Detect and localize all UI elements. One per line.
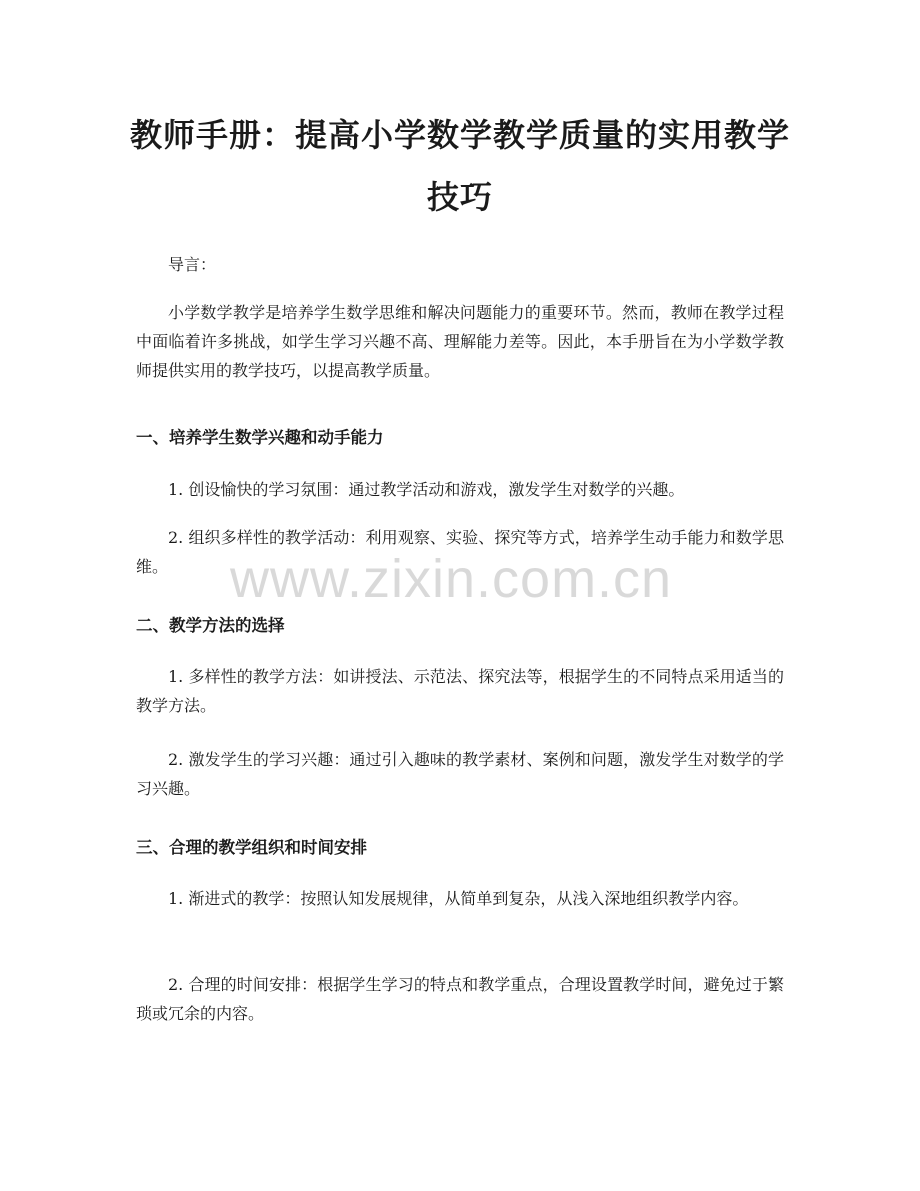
section-3-item-1: 1. 渐进式的教学：按照认知发展规律，从简单到复杂，从浅入深地组织教学内容。 bbox=[168, 889, 749, 908]
document-title: 教师手册：提高小学数学教学质量的实用教学技巧 bbox=[130, 116, 791, 216]
intro-label: 导言： bbox=[168, 255, 217, 274]
section-heading-3: 三、合理的教学组织和时间安排 bbox=[136, 838, 367, 857]
section-3-item-2: 2. 合理的时间安排：根据学生学习的特点和教学重点，合理设置教学时间，避免过于繁琐或冗余的内容。 bbox=[136, 975, 784, 1023]
section-heading-2: 二、教学方法的选择 bbox=[136, 616, 285, 635]
watermark: www.zixin.com.cn bbox=[230, 549, 673, 609]
section-2-item-2: 2. 激发学生的学习兴趣：通过引入趣味的教学素材、案例和问题，激发学生对数学的学习兴趣。 bbox=[136, 750, 784, 798]
section-1-item-1: 1. 创设愉快的学习氛围：通过教学活动和游戏，激发学生对数学的兴趣。 bbox=[168, 480, 685, 499]
section-heading-1: 一、培养学生数学兴趣和动手能力 bbox=[136, 428, 384, 447]
section-1-item-2: 2. 组织多样性的教学活动：利用观察、实验、探究等方式，培养学生动手能力和数学思维。 bbox=[136, 528, 784, 576]
section-2-item-1: 1. 多样性的教学方法：如讲授法、示范法、探究法等，根据学生的不同特点采用适当的教学方法。 bbox=[136, 667, 784, 715]
intro-paragraph: 小学数学教学是培养学生数学思维和解决问题能力的重要环节。然而，教师在教学过程中面临着许多挑战，如学生学习兴趣不高、理解能力差等。因此，本手册旨在为小学数学教师提供实用的教学技巧，以提高教学质量。 bbox=[136, 303, 784, 380]
